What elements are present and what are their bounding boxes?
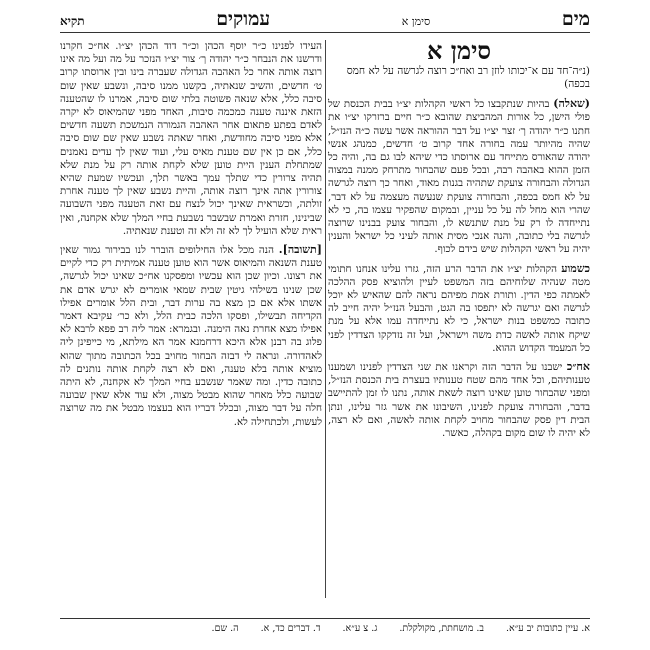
paragraph-text: הקהלות יצ״ו את הדבר הרע הזה, גזרו עלינו אנחנו חתומי מטה שנהיה שלוחיהם בזה המשפט לעיין ולהוציא פסק ההלכה לאמתה כפי הדין. ותורת אמת מפיהם נראה להם שהאיש לא יוכל לגרשה ואם יגרשה לא יתפסו בה הגט, והבעל הנז״ל יהיה חייב לה כתובה כמשפט בנות ישראל, כי לא נתייחדה עמו אלא על מנת שיקח אותה לאשה כדת משה וישראל, ועל זה נזדקקו הצדדין לפני כל המעמד הקדוש ההוא. — [328, 263, 590, 354]
paragraph-lead: [תשובה]. — [278, 243, 322, 257]
footnote: ג. צ ע״א. — [342, 623, 378, 634]
paragraph-lead: כשמוע — [561, 261, 590, 275]
footnote: ד. דברים כד, א. — [260, 623, 321, 634]
header-rule — [60, 32, 590, 33]
paragraph — [60, 243, 322, 429]
paragraph — [328, 97, 590, 256]
paragraph-text: ישבנו על הדבר הזה וקראנו את שני הצדדין לפנינו ושמענו טענותיהם, וכל אחד מהם שטח טענותיו בעצרת בית הכנסת הנז״ל, ומפני שהבחור טוען שאינו רוצה לשאת אותה, נתנו לו זמן להתיישב בדבר, והבחורה צועקת לפנינו, השיבונו את אשר גזר עלינו, ונתן הבית דין פסק שהבחור מחויב לקחת אותה לאשה, ואם לא רצה, לא יהיה לו שום מקום בקהלה, כאשר. — [328, 362, 590, 440]
footnote: א. עיין כתובות יב ע״א. — [505, 623, 590, 634]
paragraph — [328, 262, 590, 355]
header-title: מים — [561, 8, 590, 30]
footnotes — [60, 618, 590, 634]
paragraph-lead: (שאלה) — [553, 97, 590, 111]
siman-subtitle: (נ״ה־חד עם א־יכותו לוזן רב ואח״כ רוצה לגרשה על לא חמס בכפה) — [346, 65, 590, 91]
paragraph — [328, 360, 590, 440]
footnote: ב. מושחתת, מקולקלת. — [399, 623, 484, 634]
header-siman: סימן א — [401, 15, 431, 28]
paragraph-text: בהיות שנתקבצו כל ראשי הקהלות יצ״ו בבית הכנסת של פולי הישן, כל אורות המהביצת שהובא כ״ר חיים ברזרקו יצ״ו את חתנו כ״ר יהודה ך׳ זצר יצ״ו על דבר ההוראה אשר עשה כ״ה הנז״ל, שהיה מהיותר עמה בחורה אחד קרוב ט׳ חדשים, כמנהג אנשי יהודה שהאורס מתייחד עם ארוסתו כדי שיהא לבו גם בה, והיה כל הזמן ההוא באהבה רבה, ובכל פעם שהבחור מתרחק ממנה במצוה הגדולה והבחורה צועקת שתהיה בגנות מאוד, ואחר כך רוצה לגרשה על לא חמס בכפה, והבחורה צועקת שנעשה מעצמה על לא דבר, שהרי הוא מחל לה על כל עניין, ובמקום שהפקיר עצמו בה, כי לא נתייחדה לו רק על מנת שתנשא לו, והבחור צועק בבנינו שרוצה לגרשה בלי כתובה, והנה אנכי מסית אותה לעיני כל ישראל והענין יהיה על ראשי הקהלות שיש בידם לכוף. — [328, 99, 590, 256]
siman-title: סימן א — [426, 36, 492, 65]
paragraph — [60, 40, 322, 238]
header-book-name: עמוקים — [216, 8, 271, 30]
paragraph-text: העידו לפנינו כ״ר יוסף הכהן וכ״ר דוד הכהן יצ״ו. אח״כ חקרנו ודרשנו את הנבחר כ״ר יהודה ך׳ צור יצ״ו הנזכר על מה ועל מה אינו רוצה אותה אחר כל האהבה הגדולה שעברה בינו ובין ארוסתו קרוב ט׳ חדשים, והשיב שנאתיה, בקשנו ממנו סיבה, ונשבע שאין שום סיבה כלל, אלא שנאה פשוטה בלתי שום סיבה, אמרנו לו שהטענה הזאת איננה טענה כמכמה סיבות, האחד מפני שהמיאוס לא יקרה לאדם בפתע פתאום אחר האהבה הגמורה הנמשכת תשעה חדשים אלא מפני סיבה מחודשת, ואחר שאתה נשבע שאין שם שום סיבה כלל, אם כן אין שם טענת מאיס עלי, ועוד שאין לך עדים נאמנים שמתחלת הענין היית טוען שלא לקחת אותה רק על מנת שלא תהיה צרורין כדי שתלך עמך באשר תלך, ועכשיו שמעת שהיא צורורין אתה אינך רוצה אותה, והיית נשבע שאין לך טענה אחרת זולתה, וכשראית שאינך יכול לנצח עם זאת הטענה מפני השבועה שבינינו, חזרת ואמרת שבשבר נשבעת בחיי המלך שלא אקחנה, ואין ראית שלא הועיל לך לא זה ולא זה וטענת שנאתיה. — [60, 41, 322, 237]
page-number: תקיא — [60, 14, 85, 28]
right-column — [328, 36, 590, 445]
left-column — [60, 40, 322, 434]
footnote: ה. שם. — [211, 623, 239, 634]
column-divider — [325, 40, 326, 598]
running-header — [60, 8, 590, 30]
paragraph-lead: אח״כ — [566, 360, 590, 374]
paragraph-text: הנה מכל אלו החילופים הוברר לנו בבירור גמור שאין טענת השנאה והמיאוס אשר הוא טוען טענה אמיתית רק כדי לקיים את רצונו. וכיון שכן הוא עכשיו ומפסקנו אח״כ שאינו יכול לגרשה, שכן שנינו בשילהי גיטין שבית שמאי אומרים לא יגרש אדם את אשתו אלא אם כן מצא בה ערות דבר, ובית הלל אומרים אפילו הקדיחה תבשילו, ופסקו הלכה כבית הלל, ולא כר׳ עקיבא דאמר אפילו מצא אחרת נאה הימנה. ובגמרא: אמר ליה רב פפא לרבא לא פלוג בה רבנן אלא היכא דרחמנא אמר הא מילתא, מי כייפינן ליה לאהדורה. ונראה לי דבזה הבחור מחויב בכל הכתובה מתוך שהוא מוציא אותה בלא טענה, ואם לא רצה לקחת אותה נותנים לה כתובה כדין. ומה שאמר שנשבע בחיי המלך לא אקחנה, לא היתה שבועה כלל מאחר שהוא מבטל מצוה, ולא עוד אלא שאין שבועה חלה על דבר מצוה, ובכלל דבריו הוא בעצמו מבטל את מה שרוצה לעשות, ולכתחילה לא. — [60, 245, 322, 428]
